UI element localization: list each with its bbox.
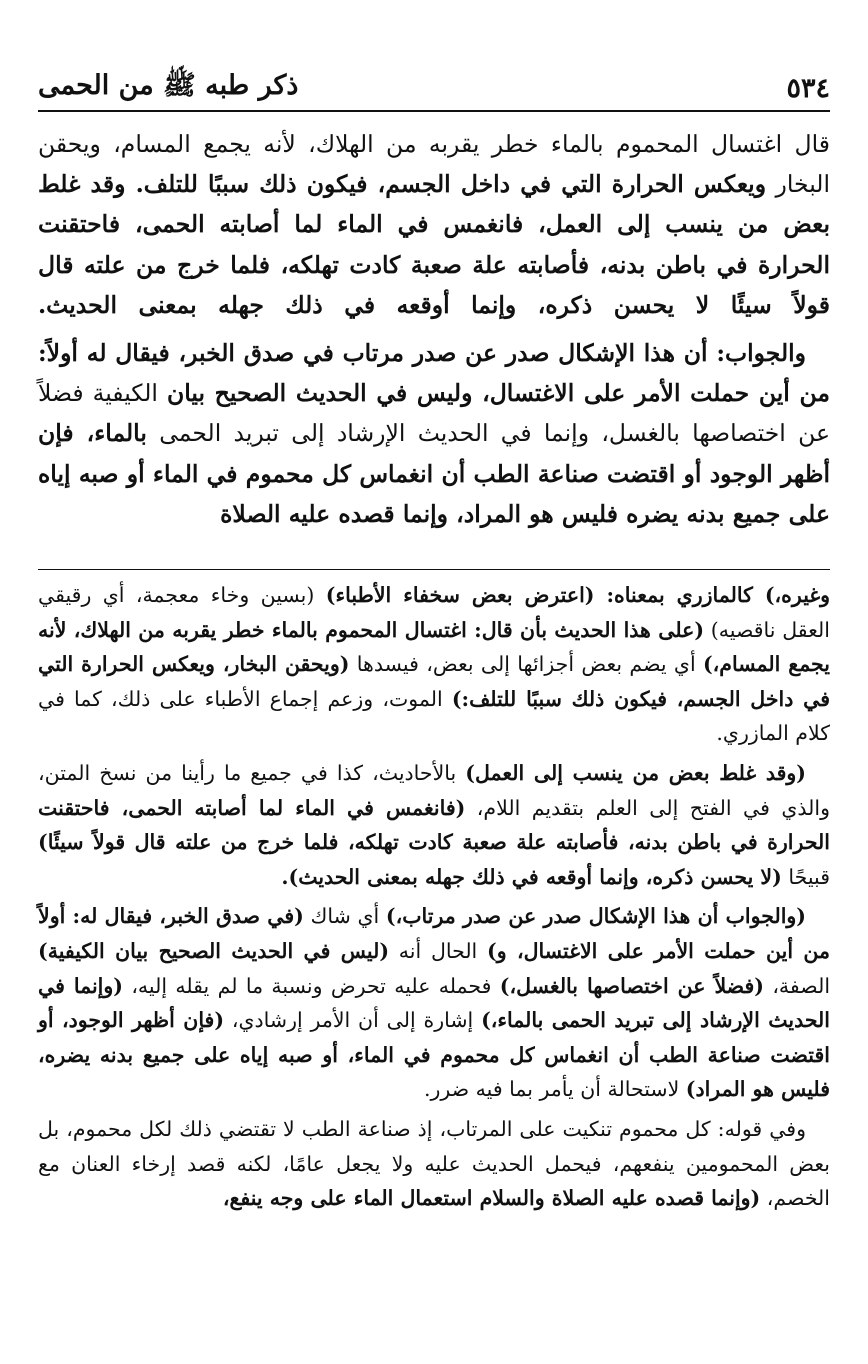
commentary-paragraph-2 — [38, 756, 830, 894]
page-header — [38, 68, 830, 108]
commentary-bold: (فانغمس في الماء لما أصابته الحمى، فاحتقنت الحرارة في باطن بدنه، فأصابته علة صعبة كادت تهلكه، فلما خرج من علته قال قولاً سيئًا) — [38, 795, 830, 855]
commentary-bold: (فإن أظهر الوجود، أو اقتضت صناعة الطب أن انغماس كل محموم في الماء، أو صبه إياه على جميع بدنه يضره، فليس هو المراد) — [38, 1008, 830, 1102]
commentary-bold: (اعترض بعض سخفاء الأطباء) — [325, 583, 595, 607]
commentary-paragraph-1 — [38, 578, 830, 751]
commentary-plain: بالأحاديث، كذا في جميع ما رأينا من نسخ المتن، والذي في الفتح إلى العلم بتقديم اللام، — [38, 760, 830, 820]
commentary-bold: (في صدق الخبر، فيقال له: أولاً من أين حملت الأمر على الاغتسال، و) — [38, 904, 830, 963]
main-paragraph-2 — [38, 333, 830, 534]
commentary-plain: قبيحًا — [781, 864, 830, 889]
commentary-bold: (على هذا الحديث بأن قال: اغتسال المحموم بالماء خطر يقربه من الهلاك، لأنه يجمع المسام،) — [38, 617, 830, 677]
header-rule — [38, 110, 830, 112]
main-paragraph-1 — [38, 124, 830, 325]
commentary-plain: (بسين وخاء معجمة، أي رقيقي العقل ناقصيه) — [38, 583, 830, 642]
page-number: ٥٣٤ — [786, 72, 830, 104]
commentary-plain: أي يضم بعض أجزائها إلى بعض، فيسدها — [349, 652, 703, 677]
commentary-plain: إشارة إلى أن الأمر إرشادي، — [224, 1008, 482, 1033]
main-text — [38, 124, 830, 534]
commentary-plain: الحال أنه — [389, 938, 488, 963]
commentary-plain: لاستحالة أن يأمر بما فيه ضرر. — [424, 1077, 686, 1102]
commentary-text — [38, 578, 830, 1216]
commentary-bold: (وإنما قصده عليه الصلاة والسلام استعمال الماء على وجه ينفع، — [222, 1186, 761, 1211]
main-text-bold: والجواب: أن هذا الإشكال صدر عن صدر مرتاب في صدق الخبر، فيقال له أولاً: من أين حملت الأمر على الاغتسال، وليس في الحديث الصحيح بيان — [38, 339, 830, 408]
main-text-bold: ويعكس الحرارة التي في داخل الجسم، فيكون ذلك سببًا للتلف. وقد غلط بعض من ينسب إلى العمل، فانغمس في الماء لما أصابته الحمى، فاحتقنت الحرارة في باطن بدنه، فأصابته علة صعبة كادت تهلكه، فلما خرج من علته قال قولاً سيئًا لا يحسن ذكره، وإنما أوقعه في ذلك جهله بمعنى الحديث. — [38, 170, 830, 319]
commentary-paragraph-4 — [38, 1112, 830, 1216]
commentary-plain: أي شاك — [303, 904, 386, 929]
commentary-bold: (لا يحسن ذكره، وإنما أوقعه في ذلك جهله بمعنى الحديث). — [281, 864, 782, 889]
commentary-bold: (فضلاً عن اختصاصها بالغسل،) — [499, 973, 764, 998]
commentary-paragraph-3 — [38, 899, 830, 1107]
running-title: ذكر طبه ﷺ من الحمى — [38, 70, 299, 101]
commentary-plain: فحمله عليه تحرض ونسبة ما لم يقله إليه، — [122, 973, 500, 998]
commentary-bold: (وإنما في الحديث الإرشاد إلى تبريد الحمى بالماء،) — [38, 973, 831, 1033]
main-text-plain: قال اغتسال المحموم بالماء خطر يقربه من الهلاك، لأنه يجمع المسام، ويحقن البخار — [38, 130, 830, 199]
commentary-plain: وفي قوله: كل محموم تنكيت على المرتاب، إذ صناعة الطب لا تقتضي ذلك لكل محموم، بل بعض المحمومين ينفعهم، فيحمل الحديث عليه ولا يجعل عامًا، لكنه قصد إرخاء العنان مع الخصم، — [38, 1116, 830, 1211]
commentary-bold: (وقد غلط بعض من ينسب إلى العمل) — [465, 760, 806, 785]
commentary-bold: (ويحقن البخار، ويعكس الحرارة التي في داخل الجسم، فيكون ذلك سببًا للتلف:) — [38, 652, 830, 711]
commentary-bold: (والجواب أن هذا الإشكال صدر عن صدر مرتاب،) — [385, 904, 806, 929]
commentary-bold: وغيره،) كالمازري بمعناه: — [594, 583, 831, 607]
commentary-plain: الصفة، — [763, 973, 831, 998]
main-text-plain: الكيفية فضلاً عن اختصاصها بالغسل، وإنما في الحديث الإرشاد إلى تبريد الحمى — [38, 379, 830, 448]
commentary-plain: الموت، وزعم إجماع الأطباء على ذلك، كما في كلام المازري. — [38, 686, 830, 746]
commentary-bold: (ليس في الحديث الصحيح بيان الكيفية) — [38, 938, 390, 963]
footnote-separator — [38, 569, 830, 570]
main-text-bold: بالماء، فإن أظهر الوجود أو اقتضت صناعة الطب أن انغماس كل محموم في الماء أو صبه إياه على جميع بدنه يضره فليس هو المراد، وإنما قصده عليه الصلاة — [38, 419, 830, 528]
